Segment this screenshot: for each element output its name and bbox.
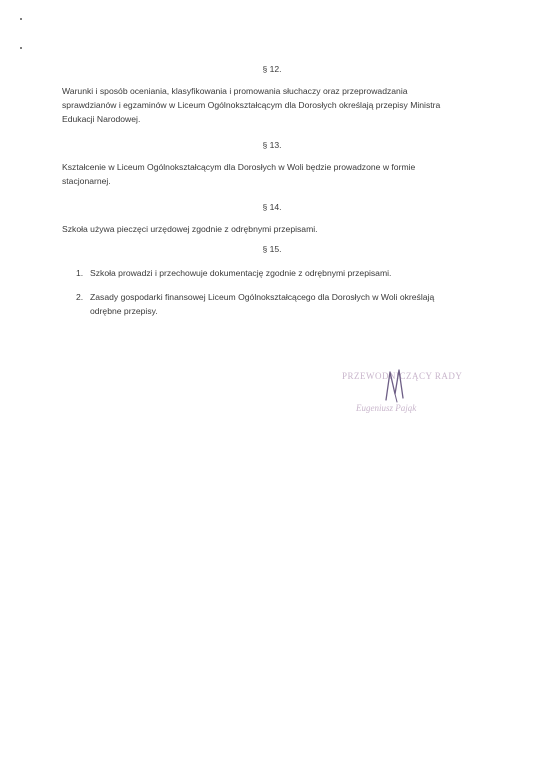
text-line: Szkoła używa pieczęci urzędowej zgodnie z odrębnymi przepisami. xyxy=(62,224,318,234)
list-item xyxy=(62,266,482,280)
text-line: sprawdzianów i egzaminów w Liceum Ogólnokształcącym dla Dorosłych określają przepisy Ministra xyxy=(62,100,441,110)
paragraph xyxy=(62,222,482,236)
scan-mark xyxy=(20,18,22,20)
stamp-title: PRZEWODNICZĄCY RADY xyxy=(342,371,463,381)
list-number: 2. xyxy=(76,292,84,302)
paragraph xyxy=(62,160,482,188)
text-line: Edukacji Narodowej. xyxy=(62,114,141,124)
text-line: Zasady gospodarki finansowej Liceum Ogólnokształcącego dla Dorosłych w Woli określają xyxy=(90,292,435,302)
text-line: Kształcenie w Liceum Ogólnokształcącym dla Dorosłych w Woli będzie prowadzone w formie xyxy=(62,162,416,172)
text-line: odrębne przepisy. xyxy=(90,306,158,316)
paragraph xyxy=(62,84,482,126)
scan-mark xyxy=(20,47,22,49)
section-heading: § 14. xyxy=(262,202,282,212)
list-number: 1. xyxy=(76,268,84,278)
section-heading: § 15. xyxy=(262,244,282,254)
text-line: stacjonarnej. xyxy=(62,176,111,186)
text-line: Warunki i sposób oceniania, klasyfikowania i promowania słuchaczy oraz przeprowadzania xyxy=(62,86,408,96)
section-heading: § 12. xyxy=(262,64,282,74)
handwritten-signature-icon xyxy=(378,366,418,406)
section-heading: § 13. xyxy=(262,140,282,150)
list-item xyxy=(62,290,482,318)
document-body xyxy=(62,62,482,318)
stamp-name: Eugeniusz Pająk xyxy=(356,403,417,413)
signature-stamp xyxy=(338,366,468,426)
numbered-list xyxy=(62,266,482,318)
text-line: Szkoła prowadzi i przechowuje dokumentację zgodnie z odrębnymi przepisami. xyxy=(90,268,392,278)
